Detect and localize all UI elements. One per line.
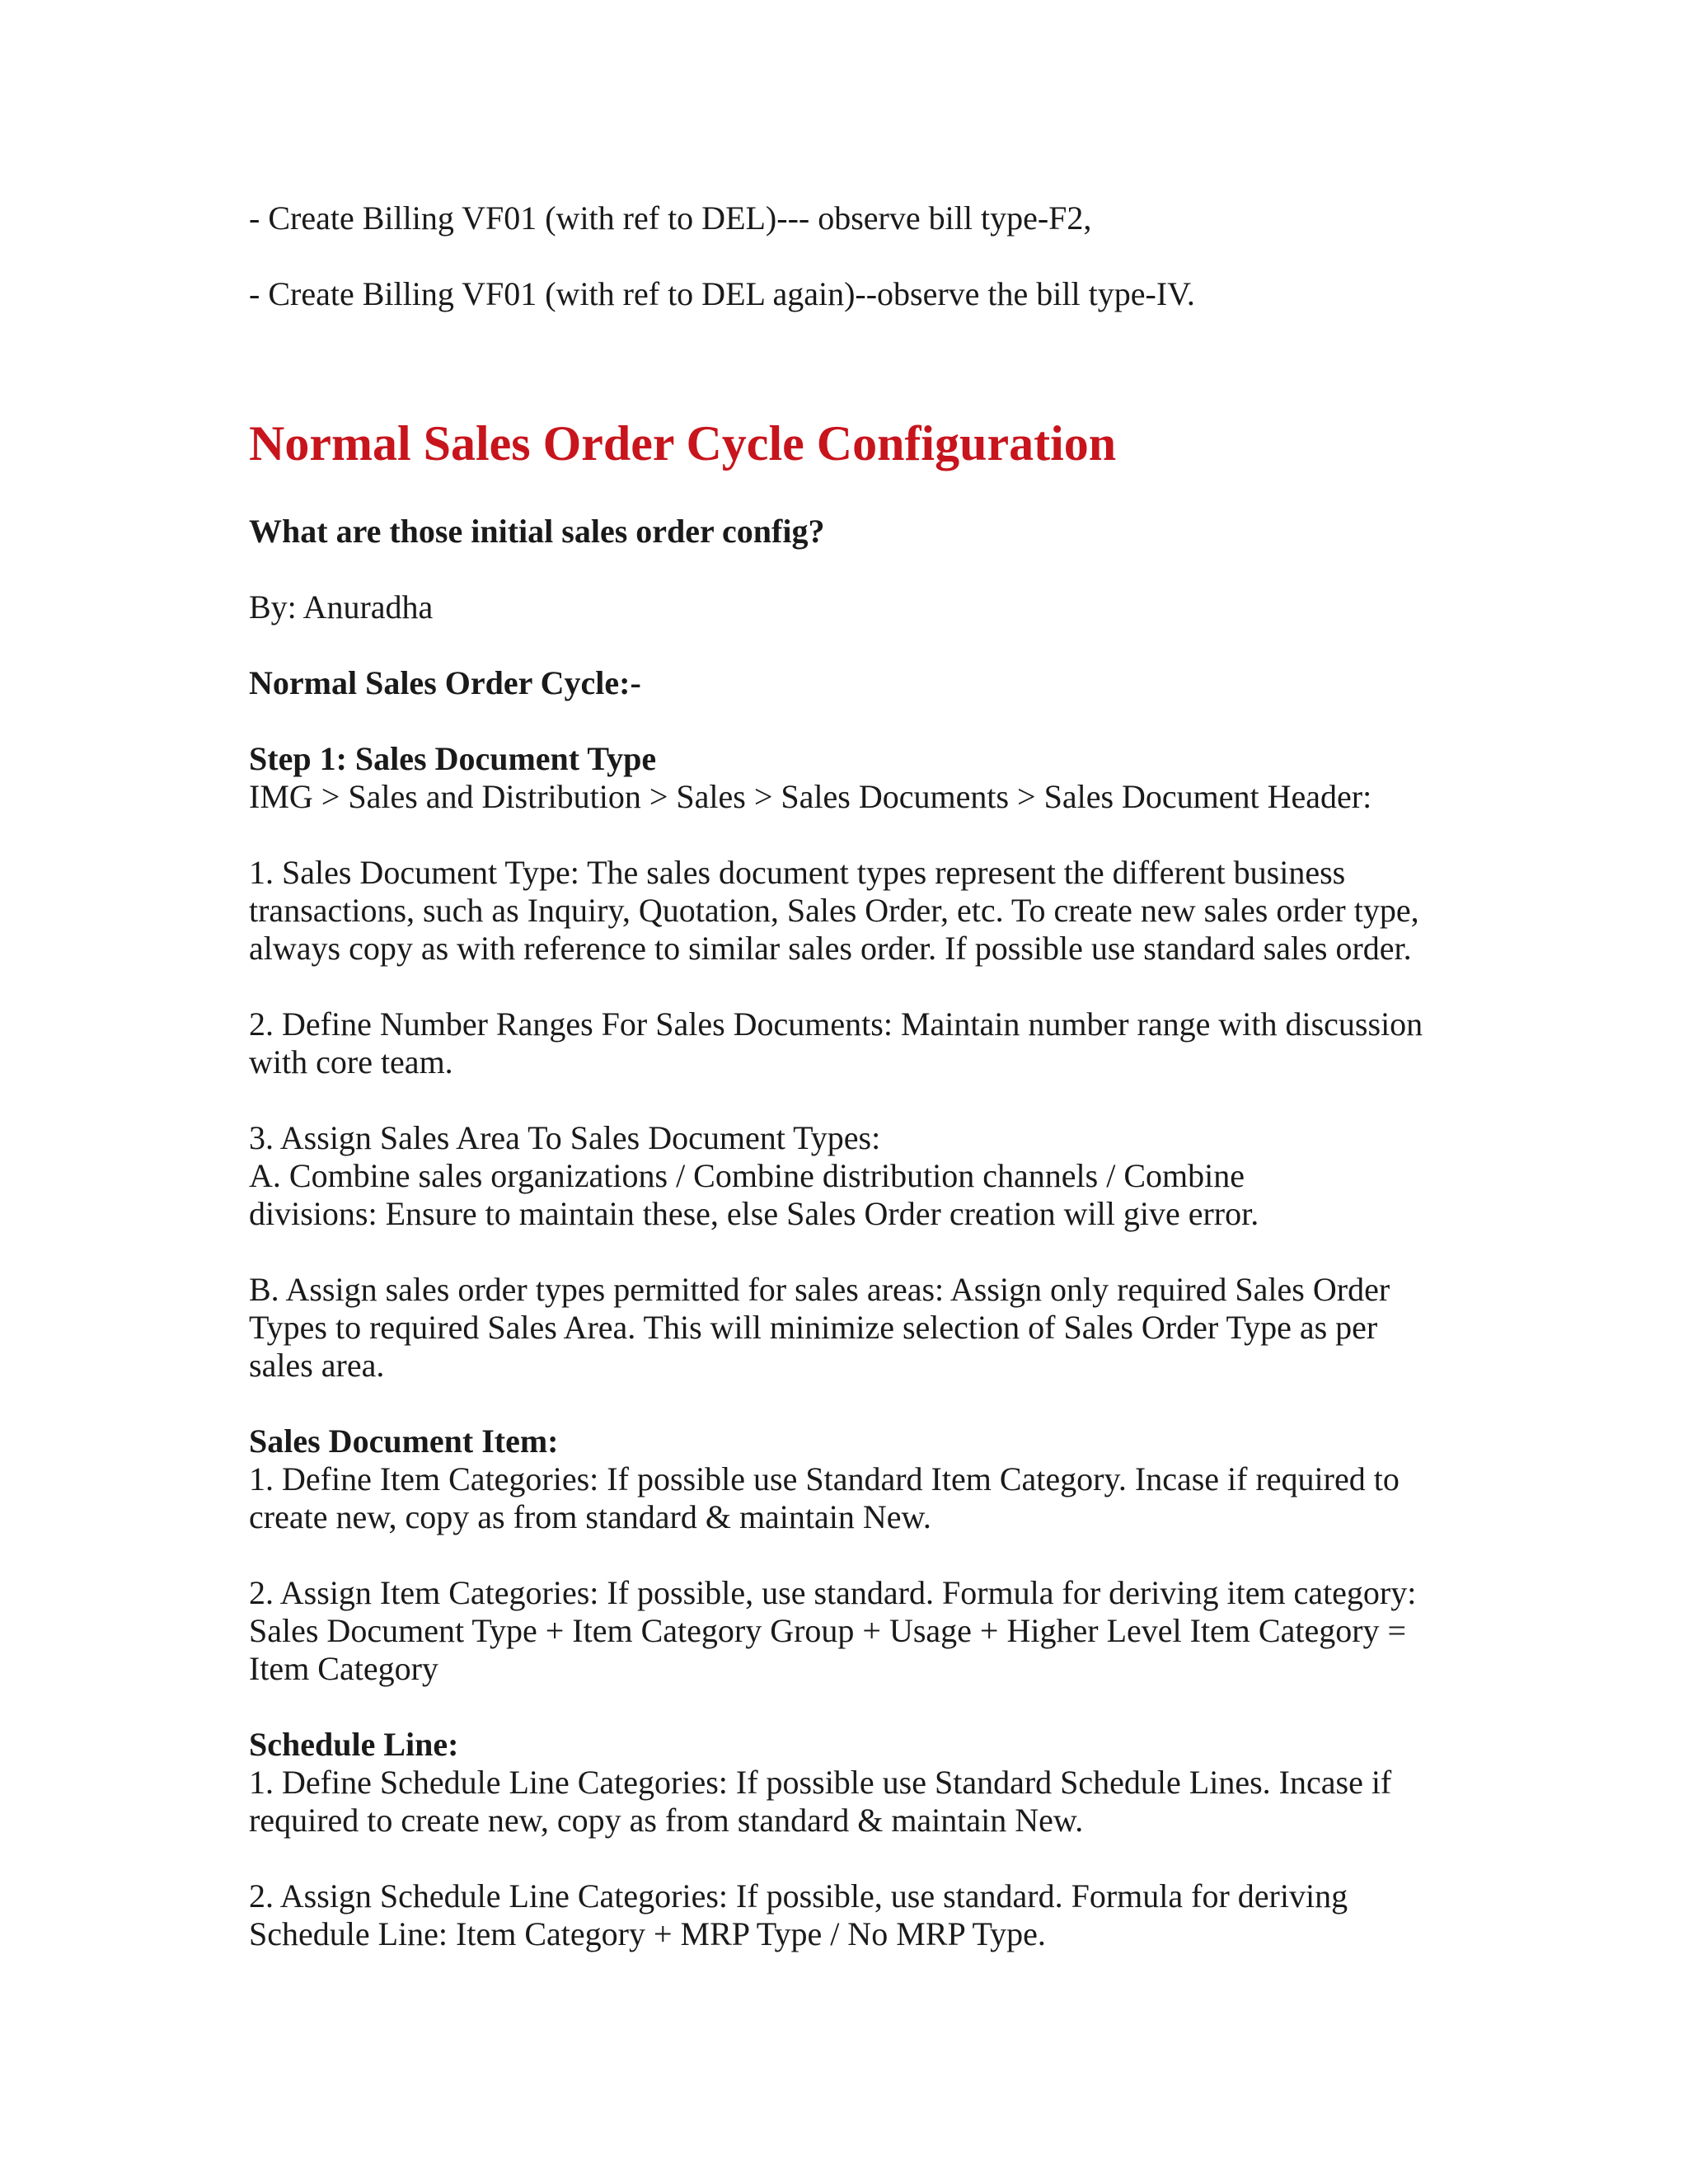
paragraph-line: Types to required Sales Area. This will minimize selection of Sales Order Type as per bbox=[249, 1309, 1378, 1346]
paragraph-line: Item Category bbox=[249, 1650, 438, 1687]
paragraph-assign-item-categories bbox=[249, 1574, 1416, 1688]
paragraph-line: A. Combine sales organizations / Combine distribution channels / Combine bbox=[249, 1157, 1245, 1194]
paragraph-line: 2. Define Number Ranges For Sales Documents: Maintain number range with discussion bbox=[249, 1005, 1423, 1043]
section-sales-document-item bbox=[249, 1422, 1400, 1536]
paragraph-line: divisions: Ensure to maintain these, else Sales Order creation will give error. bbox=[249, 1195, 1259, 1232]
intro-line-1: - Create Billing VF01 (with ref to DEL)--- observe bill type-F2, bbox=[249, 199, 1092, 237]
author-line: By: Anuradha bbox=[249, 588, 434, 626]
paragraph-line: 2. Assign Item Categories: If possible, use standard. Formula for deriving item category: bbox=[249, 1574, 1417, 1611]
paragraph-line: create new, copy as from standard & maintain New. bbox=[249, 1498, 931, 1535]
step1-heading: Step 1: Sales Document Type bbox=[249, 740, 657, 777]
step1-path: IMG > Sales and Distribution > Sales > Sales Documents > Sales Document Header: bbox=[249, 778, 1372, 815]
paragraph-line: always copy as with reference to similar sales order. If possible use standard sales order. bbox=[249, 930, 1412, 967]
paragraph-assign-schedule-lines bbox=[249, 1877, 1348, 1953]
section-heading: Sales Document Item: bbox=[249, 1422, 559, 1460]
paragraph-assign-sales-area bbox=[249, 1119, 1259, 1233]
intro-line-2: - Create Billing VF01 (with ref to DEL again)--observe the bill type-IV. bbox=[249, 275, 1195, 312]
paragraph-line: transactions, such as Inquiry, Quotation, Sales Order, etc. To create new sales order type, bbox=[249, 892, 1419, 929]
paragraph-line: Sales Document Type + Item Category Group + Usage + Higher Level Item Category = bbox=[249, 1612, 1407, 1649]
paragraph-sales-document-type bbox=[249, 854, 1419, 968]
paragraph-line: 1. Define Schedule Line Categories: If possible use Standard Schedule Lines. Incase if bbox=[249, 1764, 1392, 1801]
paragraph-line: 1. Sales Document Type: The sales document types represent the different business bbox=[249, 854, 1346, 891]
paragraph-line: required to create new, copy as from standard & maintain New. bbox=[249, 1802, 1084, 1839]
section-heading: Schedule Line: bbox=[249, 1726, 459, 1763]
paragraph-line: Schedule Line: Item Category + MRP Type / No MRP Type. bbox=[249, 1915, 1046, 1952]
page-title: Normal Sales Order Cycle Configuration bbox=[249, 416, 1117, 471]
paragraph-line: 2. Assign Schedule Line Categories: If possible, use standard. Formula for deriving bbox=[249, 1877, 1348, 1915]
paragraph-line: 1. Define Item Categories: If possible use Standard Item Category. Incase if required to bbox=[249, 1460, 1400, 1497]
cycle-heading: Normal Sales Order Cycle:- bbox=[249, 664, 641, 701]
paragraph-line: 3. Assign Sales Area To Sales Document Types: bbox=[249, 1119, 881, 1156]
paragraph-line: sales area. bbox=[249, 1347, 385, 1384]
question-heading: What are those initial sales order config? bbox=[249, 513, 825, 550]
paragraph-number-ranges bbox=[249, 1005, 1423, 1081]
paragraph-line: B. Assign sales order types permitted for sales areas: Assign only required Sales Order bbox=[249, 1271, 1390, 1308]
paragraph-assign-order-types bbox=[249, 1271, 1390, 1385]
section-schedule-line bbox=[249, 1726, 1391, 1840]
paragraph-line: with core team. bbox=[249, 1043, 453, 1080]
